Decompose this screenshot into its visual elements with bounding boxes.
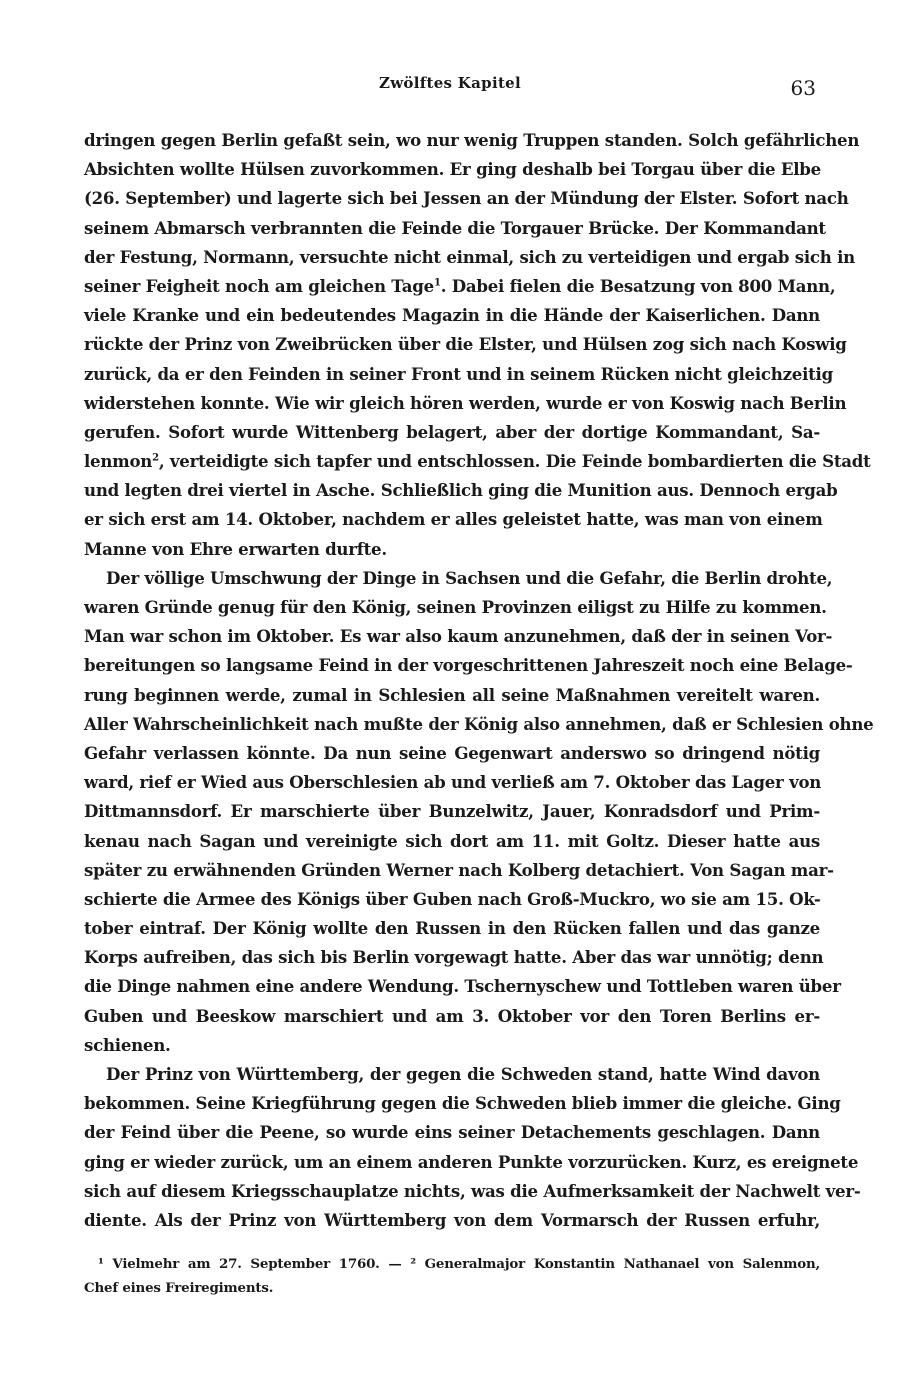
text-line — [84, 447, 871, 476]
text-line: Absichten wollte Hülsen zuvorkommen. Er ging deshalb bei Torgau über die Elbe — [84, 159, 821, 180]
footnotes — [84, 1252, 820, 1300]
text-line: rung beginnen werde, zumal in Schlesien all seine Maßnahmen vereitelt waren. — [84, 684, 820, 705]
text-line: tober eintraf. Der König wollte den Russen in den Rücken fallen und das ganze — [84, 918, 820, 939]
paragraph-start: Der Prinz von Württemberg, der gegen die Schweden stand, hatte Wind davon — [106, 1064, 820, 1084]
text-line: Manne von Ehre erwarten durfte. — [84, 538, 387, 559]
text-line: rückte der Prinz von Zweibrücken über die Elster, und Hülsen zog sich nach Koswig — [84, 334, 847, 355]
text-line: er sich erst am 14. Oktober, nachdem er alles geleistet hatte, was man von einem — [84, 509, 823, 530]
chapter-title: Zwölftes Kapitel — [378, 74, 522, 92]
running-head — [0, 74, 900, 100]
text-line: seinem Abmarsch verbrannten die Feinde die Torgauer Brücke. Der Kommandant — [84, 217, 826, 238]
text-line: kenau nach Sagan und vereinigte sich dort am 11. mit Goltz. Dieser hatte aus — [84, 830, 820, 851]
text-line: diente. Als der Prinz von Württemberg von dem Vormarsch der Russen erfuhr, — [84, 1209, 820, 1230]
text-line: bereitungen so langsame Feind in der vorgeschrittenen Jahreszeit noch eine Belage- — [84, 655, 853, 676]
text-line: Gefahr verlassen könnte. Da nun seine Gegenwart anderswo so dringend nötig — [84, 742, 820, 763]
text-line: schierte die Armee des Königs über Guben nach Groß-Muckro, wo sie am 15. Ok- — [84, 888, 821, 909]
page-number: 63 — [790, 76, 816, 100]
text-line: sich auf diesem Kriegsschauplatze nichts, was die Aufmerksamkeit der Nachwelt ver- — [84, 1180, 861, 1201]
text-line: (26. September) und lagerte sich bei Jessen an der Mündung der Elster. Sofort nach — [84, 188, 849, 209]
text-line: Aller Wahrscheinlichkeit nach mußte der König also annehmen, daß er Schlesien ohne — [84, 713, 874, 734]
text-line: ging er wieder zurück, um an einem anderen Punkte vorzurücken. Kurz, es ereignete — [84, 1151, 859, 1172]
text-line: Dittmannsdorf. Er marschierte über Bunzelwitz, Jauer, Konradsdorf und Prim- — [84, 801, 820, 822]
text-line: ward, rief er Wied aus Oberschlesien ab und verließ am 7. Oktober das Lager von — [84, 772, 822, 793]
footnote-marker: 2 — [152, 452, 159, 464]
text-line: Guben und Beeskow marschiert und am 3. Oktober vor den Toren Berlins er- — [84, 1005, 820, 1026]
text-line: der Feind über die Peene, so wurde eins seiner Detachements geschlagen. Dann — [84, 1122, 820, 1143]
text-line: gerufen. Sofort wurde Wittenberg belagert, aber der dortige Kommandant, Sa- — [84, 421, 820, 442]
text-line: schienen. — [84, 1034, 171, 1055]
body-text — [84, 126, 874, 1235]
footnote-line: ¹ Vielmehr am 27. September 1760. — ² Generalmajor Konstantin Nathanael von Salenmon, — [98, 1256, 820, 1272]
text-line: waren Gründe genug für den König, seinen Provinzen eiligst zu Hilfe zu kommen. — [84, 597, 827, 617]
text-line: Man war schon im Oktober. Es war also kaum anzunehmen, daß der in seinen Vor- — [84, 626, 833, 647]
footnote-line: Chef eines Freiregiments. — [84, 1280, 274, 1296]
text-line: dringen gegen Berlin gefaßt sein, wo nur wenig Truppen standen. Solch gefährlichen — [84, 130, 860, 150]
text-line — [84, 272, 836, 301]
text-line: später zu erwähnenden Gründen Werner nach Kolberg detachiert. Von Sagan mar- — [84, 859, 834, 880]
footnote-marker: 1 — [433, 277, 441, 289]
text-line: der Festung, Normann, versuchte nicht einmal, sich zu verteidigen und ergab sich in — [84, 246, 855, 267]
text-line: bekommen. Seine Kriegführung gegen die Schweden blieb immer die gleiche. Ging — [84, 1093, 841, 1114]
text-segment: seiner Feigheit noch am gleichen Tage — [84, 275, 434, 296]
paragraph-start: Der völlige Umschwung der Dinge in Sachsen und die Gefahr, die Berlin drohte, — [106, 567, 833, 588]
text-segment: , verteidigte sich tapfer und entschlossen. Die Feinde bombardierten die Stadt — [158, 451, 871, 472]
text-line: und legten drei viertel in Asche. Schließlich ging die Munition aus. Dennoch ergab — [84, 480, 838, 501]
text-line: die Dinge nahmen eine andere Wendung. Tschernyschew und Tottleben waren über — [84, 976, 841, 997]
text-line: Korps aufreiben, das sich bis Berlin vorgewagt hatte. Aber das war unnötig; denn — [84, 947, 824, 968]
text-line: viele Kranke und ein bedeutendes Magazin in die Hände der Kaiserlichen. Dann — [84, 305, 820, 326]
text-segment: lenmon — [84, 451, 153, 472]
text-segment: . Dabei fielen die Besatzung von 800 Mann, — [440, 275, 836, 296]
text-line: widerstehen konnte. Wie wir gleich hören werden, wurde er von Koswig nach Berlin — [84, 392, 847, 413]
text-line: zurück, da er den Feinden in seiner Front und in seinem Rücken nicht gleichzeitig — [84, 363, 833, 384]
